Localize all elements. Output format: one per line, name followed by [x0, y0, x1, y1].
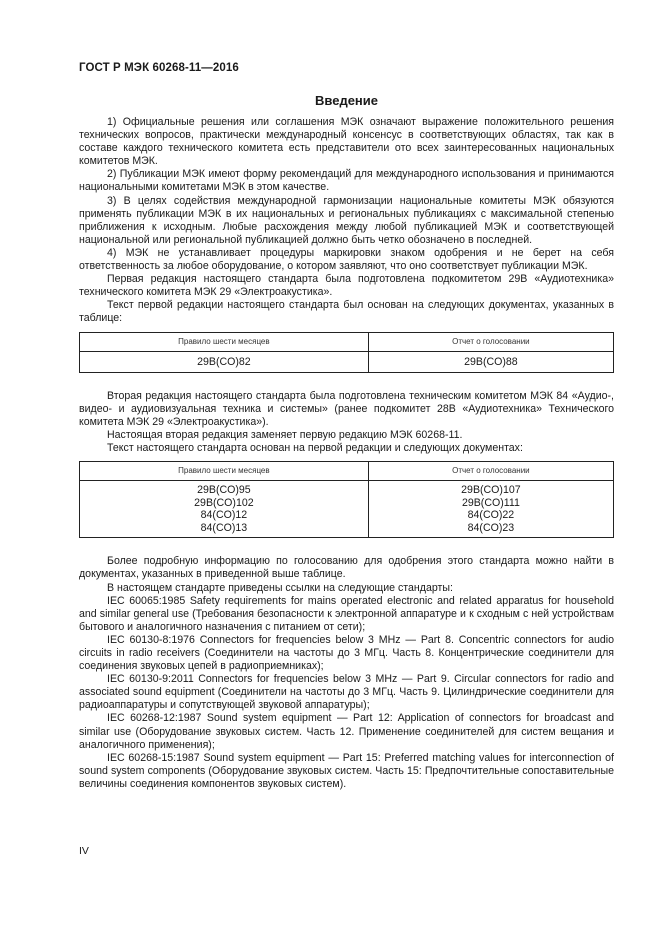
- paragraph: 4) МЭК не устанавливает процедуры маркировки знаком одобрения и не берет на себя ответственность за любое оборудование, о котором заявляют, что оно соответствует публикации МЭК.: [79, 246, 614, 273]
- paragraph: 3) В целях содействия международной гармонизации национальные комитеты МЭК обязуются применять публикации МЭК в их национальных и региональных публикациях с максимальной степенью приближения к исходным. Любые расхождения между любой публикацией МЭК и соответствующей национальной или региональной публикацией должно быть четко обозначено в последней.: [79, 194, 614, 246]
- table-cell: 29B(CO)102: [80, 497, 369, 510]
- table-row: [80, 351, 614, 372]
- reference-paragraph: IEC 60065:1985 Safety requirements for mains operated electronic and related apparatus for household and similar general use (Требования безопасности к электронной аппаратуре и к сходным с ней устройствам бытового и аналогичного назначения с питанием от сети);: [79, 594, 614, 633]
- table-row: [80, 480, 614, 496]
- table-cell: 29B(CO)88: [368, 351, 613, 372]
- table-header-row: [80, 332, 614, 351]
- reference-paragraph: IEC 60268-15:1987 Sound system equipment — Part 15: Preferred matching values for interconnection of sound system components (Оборудование звуковых систем. Часть 15: Предпочтительные сопоставительные величины соединения компонентов звуковых систем).: [79, 751, 614, 790]
- table-cell: 29B(CO)82: [80, 351, 369, 372]
- table-row: [80, 509, 614, 522]
- paragraph: В настоящем стандарте приведены ссылки на следующие стандарты:: [107, 581, 453, 594]
- paragraph: Первая редакция настоящего стандарта была подготовлена подкомитетом 29В «Аудиотехника» технического комитета МЭК 29 «Электроакустика».: [79, 273, 614, 299]
- table-cell: 29B(CO)95: [80, 480, 369, 496]
- reference-paragraph: IEC 60268-12:1987 Sound system equipment — Part 12: Application of connectors for broadcast and similar use (Оборудование звуковых систем. Часть 12. Применение соединителей для систем вещания и аналогичного применения);: [79, 712, 614, 751]
- table-header-cell: Правило шести месяцев: [80, 332, 369, 351]
- table-row: [80, 522, 614, 538]
- paragraph: Текст настоящего стандарта основан на первой редакции и следующих документах:: [107, 441, 523, 454]
- paragraph: Текст первой редакции настоящего стандарта был основан на следующих документах, указанных в таблице:: [79, 299, 614, 325]
- standard-code-header: ГОСТ Р МЭК 60268-11—2016: [79, 62, 239, 74]
- paragraph: 1) Официальные решения или соглашения МЭК означают выражение положительного решения технических вопросов, практически международный консенсус в соответствующих областях, так как в составе каждого технического комитета есть представители ото всех заинтересованных национальных комитетов МЭК.: [79, 116, 614, 168]
- paragraph: Настоящая вторая редакция заменяет первую редакцию МЭК 60268-11.: [107, 428, 463, 441]
- paragraph: Вторая редакция настоящего стандарта была подготовлена техническим комитетом МЭК 84 «Аудио-, видео- и аудиовизуальная техника и системы» (ранее подкомитет 28B «Аудиотехника» Технического комитета МЭК 29 «Электроакустика»).: [79, 389, 614, 428]
- table-row: [80, 497, 614, 510]
- table-cell: 84(CO)12: [80, 509, 369, 522]
- table-cell: 29B(CO)111: [368, 497, 613, 510]
- voting-table-first-edition: [79, 332, 614, 373]
- paragraph: Более подробную информацию по голосованию для одобрения этого стандарта можно найти в документах, указанных в приведенной выше таблице.: [79, 555, 614, 581]
- table-header-cell: Отчет о голосовании: [368, 332, 613, 351]
- table-cell: 84(CO)13: [80, 522, 369, 538]
- table-cell: 84(CO)22: [368, 509, 613, 522]
- paragraph: 2) Публикации МЭК имеют форму рекомендаций для международного использования и принимаются национальными комитетами МЭК в этом качестве.: [79, 168, 614, 194]
- table-cell: 29B(CO)107: [368, 480, 613, 496]
- document-body: [79, 116, 614, 791]
- section-title: Введение: [315, 93, 378, 108]
- table-header-cell: Отчет о голосовании: [368, 461, 613, 480]
- voting-table-second-edition: [79, 461, 614, 538]
- reference-paragraph: IEC 60130-8:1976 Connectors for frequencies below 3 MHz — Part 8. Concentric connectors for audio circuits in radio receivers (Соединители на частоты до 3 МГц. Часть 8. Концентрические соединители для соединения звуковых цепей в радиоприемниках);: [79, 633, 614, 673]
- page-number: IV: [79, 845, 89, 857]
- table-cell: 84(CO)23: [368, 522, 613, 538]
- table-header-row: [80, 461, 614, 480]
- reference-paragraph: IEC 60130-9:2011 Connectors for frequencies below 3 MHz — Part 9. Circular connectors for radio and associated sound equipment (Соединители на частоты до 3 МГц. Часть 9. Цилиндрические соединители для радиоаппаратуры и сопутствующей звуковой аппаратуры);: [79, 673, 614, 712]
- table-header-cell: Правило шести месяцев: [80, 461, 369, 480]
